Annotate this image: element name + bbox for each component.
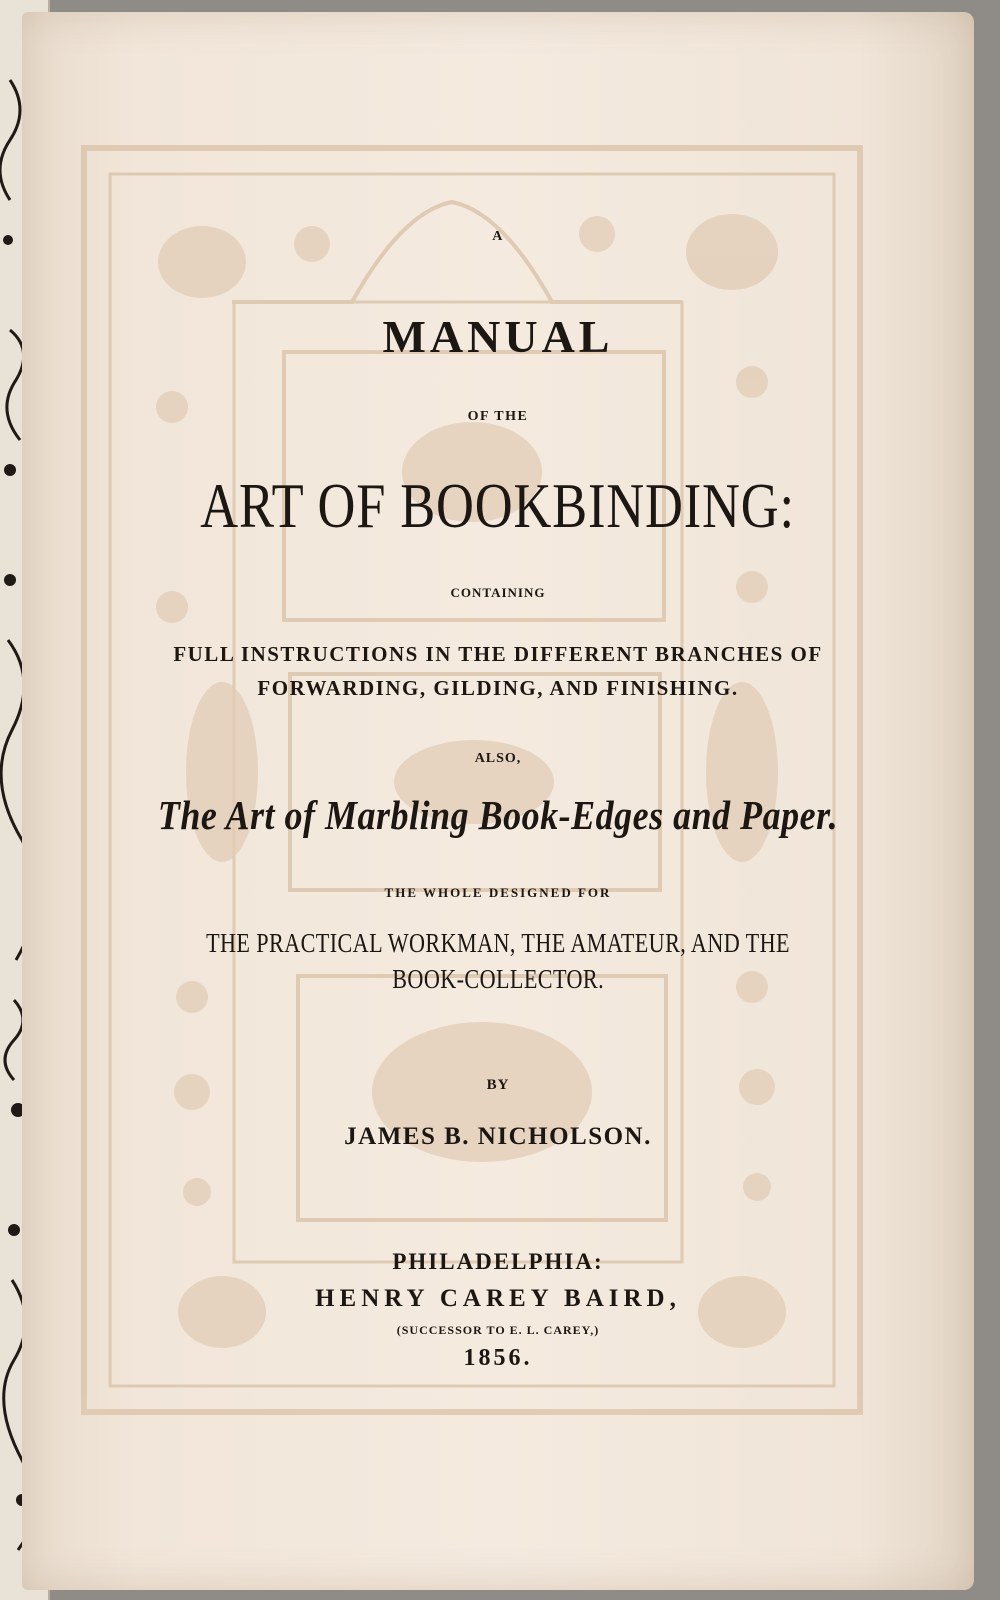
title-manual: MANUAL bbox=[382, 311, 614, 362]
containing-label: CONTAINING bbox=[450, 585, 546, 600]
subtitle-marbling: The Art of Marbling Book-Edges and Paper. bbox=[157, 792, 839, 838]
also-label: ALSO, bbox=[474, 751, 522, 766]
title-art-of-bookbinding-text: ART OF BOOKBINDING: bbox=[200, 470, 796, 541]
successor-note: (SUCCESSOR TO E. L. CAREY,) bbox=[396, 1323, 600, 1337]
publication-place: PHILADELPHIA: bbox=[392, 1249, 604, 1274]
title-article: A bbox=[492, 229, 504, 244]
audience-line-1 bbox=[22, 930, 974, 957]
author-name: JAMES B. NICHOLSON. bbox=[344, 1123, 652, 1150]
audience-line-2 bbox=[22, 966, 974, 993]
title-text bbox=[22, 12, 974, 1590]
description-line-2: FORWARDING, GILDING, AND FINISHING. bbox=[257, 676, 739, 700]
description-line-1: FULL INSTRUCTIONS IN THE DIFFERENT BRANCHES OF bbox=[173, 642, 823, 666]
audience-line-2-text: BOOK-COLLECTOR. bbox=[392, 964, 604, 994]
title-art-of-bookbinding bbox=[22, 470, 974, 541]
publisher-name: HENRY CAREY BAIRD, bbox=[315, 1285, 681, 1312]
title-page bbox=[22, 12, 974, 1590]
designed-for-label: THE WHOLE DESIGNED FOR bbox=[384, 885, 612, 900]
title-of-the: OF THE bbox=[467, 409, 529, 424]
publication-year: 1856. bbox=[463, 1345, 533, 1371]
by-label: BY bbox=[486, 1077, 510, 1093]
audience-line-1-text: THE PRACTICAL WORKMAN, THE AMATEUR, AND THE bbox=[206, 928, 790, 958]
